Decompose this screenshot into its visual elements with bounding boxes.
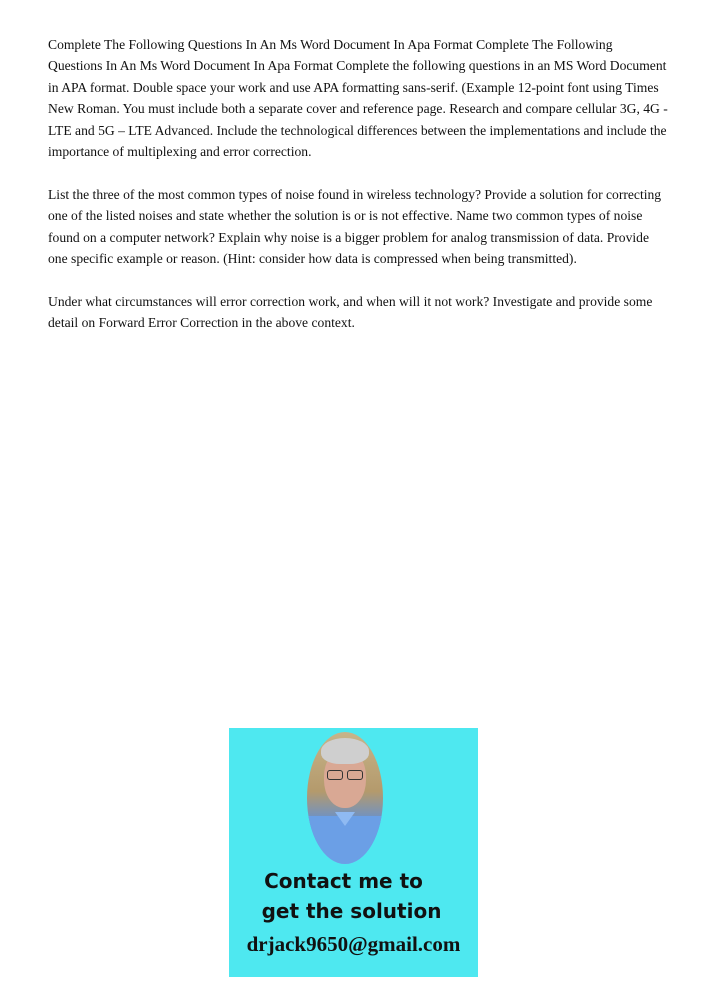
paragraph-assignment-intro: Complete The Following Questions In An Ms Word Document In Apa Format Complete The Following Questions In An Ms Word Document In Apa Format Complete the following questions in an MS Word Document in APA format. Double space your work and use APA formatting sans-serif. (Example 12-point font using Times New Roman. You must include both a separate cover and reference page. Research and compare cellular 3G, 4G -LTE and 5G – LTE Advanced. Include the technological differences between the implementations and include the importance of multiplexing and error correction. (48, 37, 668, 160)
contact-email-link[interactable]: drjack9650@gmail.com (246, 932, 461, 956)
paragraph-noise-questions: List the three of the most common types of noise found in wireless technology? Provide a solution for correcting one of the listed noises and state whether the solution is or is not effective. Name two common types of noise found on a computer network? Explain why noise is a bigger problem for analog transmission of data. Provide one specific example or reason. (Hint: consider how data is compressed when being transmitted). (48, 186, 662, 267)
advert-heading-line1: Contact me to (264, 869, 423, 893)
person-portrait-icon (307, 732, 383, 864)
advert-heading-line2: get the solution (261, 899, 442, 923)
document-body (48, 34, 668, 355)
paragraph-error-correction: Under what circumstances will error correction work, and when will it not work? Investigate and provide some detail on Forward Error Correction in the above context. (48, 293, 653, 331)
contact-advert[interactable] (229, 728, 478, 977)
